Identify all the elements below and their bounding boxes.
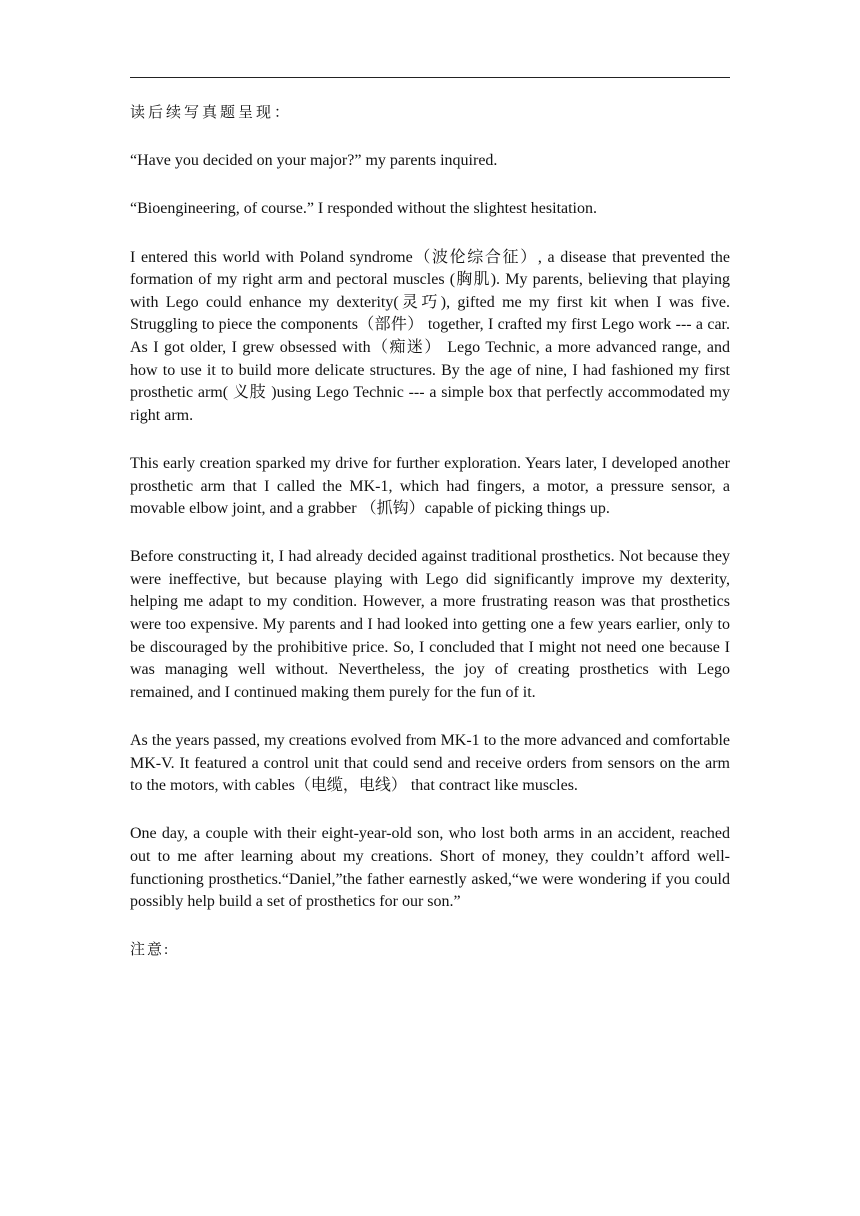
section-heading: 读后续写真题呈现： (130, 105, 293, 121)
header-rule (130, 77, 730, 78)
note-label: 注意: (130, 942, 171, 959)
paragraph-traditional-prosthetics: Before constructing it, I had already decided against traditional prosthetics. Not because they were ineffective, but because playing with Lego did significantly improve my dexterity, helping me adapt to my condition. However, a more frustrating reason was that prosthetics were too expensive. My parents and I had looked into getting one a few years earlier, only to be discouraged by the prohibitive price. So, I concluded that I might not need one because I was managing well without. Nevertheless, the joy of creating prosthetics with Lego remained, and I continued making them purely for the fun of it. (130, 548, 730, 701)
paragraph-poland-syndrome: I entered this world with Poland syndrome（波伦综合征）, a disease that prevented the formation of my right arm and pectoral muscles (胸肌). My parents, believing that playing with Lego could enhance my dexterity(灵巧), gifted me my first kit when I was five. Struggling to piece the components（部件） together, I crafted my first Lego work --- a car. As I got older, I grew obsessed with（痴迷） Lego Technic, a more advanced range, and how to use it to build more delicate structures. By the age of nine, I had fashioned my first prosthetic arm( 义肢 )using Lego Technic --- a simple box that perfectly accommodated my right arm. (130, 248, 730, 424)
paragraph-dialogue-2: “Bioengineering, of course.” I responded without the slightest hesitation. (130, 200, 597, 218)
paragraph-dialogue-1: “Have you decided on your major?” my parents inquired. (130, 152, 498, 170)
paragraph-mkv: As the years passed, my creations evolved from MK-1 to the more advanced and comfortable MK-V. It featured a control unit that could send and receive orders from sensors on the arm to the motors, with cables（电缆，电线） that contract like muscles. (130, 732, 730, 795)
paragraph-request: One day, a couple with their eight-year-old son, who lost both arms in an accident, reached out to me after learning about my creations. Short of money, they couldn’t afford well-functioning prosthetics.“Daniel,”the father earnestly asked,“we were wondering if you could possibly help build a set of prosthetics for our son.” (130, 825, 730, 911)
document-body (130, 102, 730, 988)
paragraph-mk1: This early creation sparked my drive for further exploration. Years later, I developed another prosthetic arm that I called the MK-1, which had fingers, a motor, a pressure sensor, a movable elbow joint, and a grabber （抓钩）capable of picking things up. (130, 454, 730, 518)
